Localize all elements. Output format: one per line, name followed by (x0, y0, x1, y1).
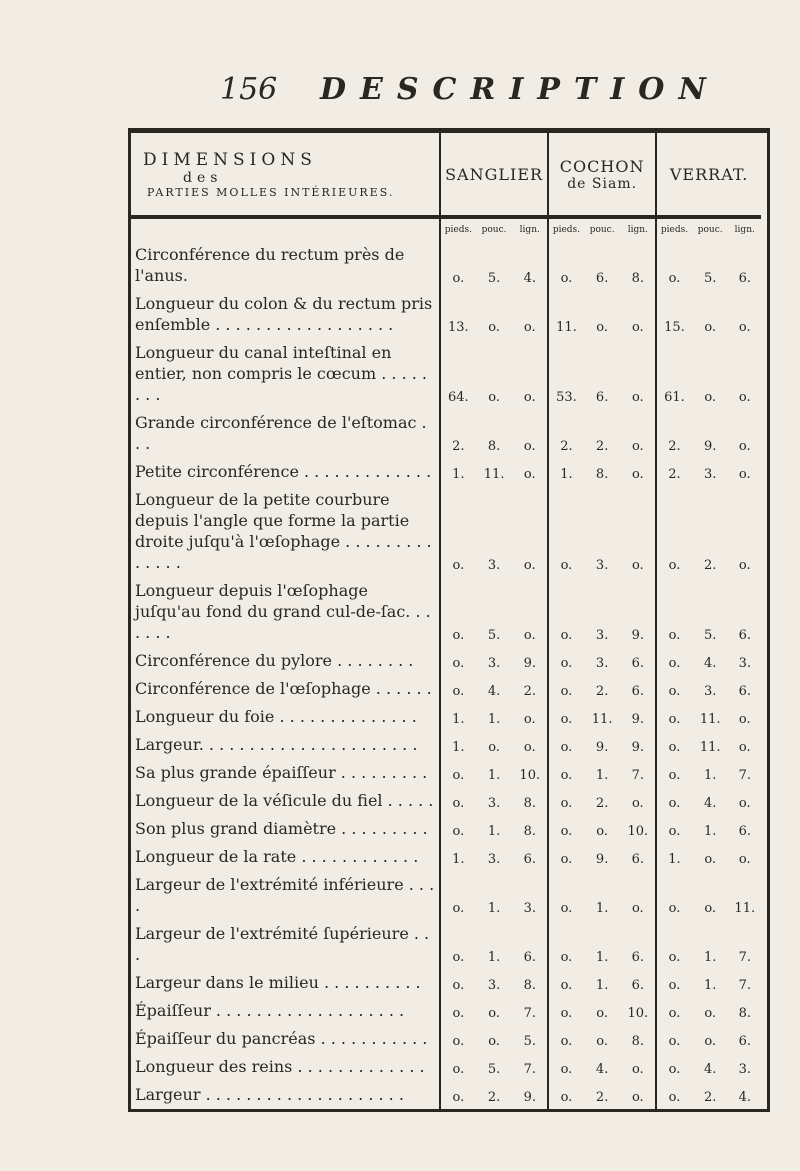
measurement-cell: o. (668, 628, 681, 643)
measurement-cell: 6. (738, 1034, 751, 1049)
column-header-sanglier (440, 133, 548, 217)
measurement-cell: o. (560, 1034, 573, 1049)
measurement-cell: o. (488, 390, 500, 405)
measurement-cell: o. (560, 901, 573, 916)
measurement-cell: 2. (487, 1090, 501, 1105)
measurement-cell: o. (512, 731, 548, 759)
measurement-cell: 1. (452, 467, 465, 482)
row-label: Grande circonférence de l'eſtomac . . . (131, 409, 440, 458)
measurement-cell: o. (621, 458, 657, 486)
measurement-cell: o. (596, 1006, 608, 1021)
measurement-cell: 3. (595, 656, 609, 671)
measurement-cell: 6. (621, 675, 657, 703)
measurement-cell: 2. (595, 684, 609, 699)
page-number: 156 (220, 72, 278, 107)
row-label: Largeur de l'extrémité ſupérieure . . . (131, 920, 440, 969)
column-header-cochon (548, 133, 656, 217)
measurement-cell: o. (738, 740, 751, 755)
measurement-cell: 3. (487, 558, 501, 573)
measurement-cell: 11. (483, 467, 505, 482)
measurement-cell: 2. (595, 439, 609, 454)
measurement-cell: 6. (738, 684, 751, 699)
measurement-cell: 3. (703, 684, 717, 699)
row-label: Son plus grand diamètre . . . . . . . . . (131, 815, 440, 843)
measurement-cell: 3. (703, 467, 717, 482)
measurement-cell: 3. (487, 796, 501, 811)
measurement-cell: 1. (703, 768, 717, 783)
measurement-cell: 1. (703, 978, 717, 993)
measurement-cell: o. (512, 290, 548, 339)
row-label: Largeur . . . . . . . . . . . . . . . . . . . . (131, 1081, 440, 1109)
measurement-cell: 5. (703, 271, 717, 286)
measurement-cell: 6. (621, 647, 657, 675)
row-label: Longueur de la petite courbure depuis l'angle que forme la partie droite juſqu'à l'œſophage . . . . . . . . . . . . . . (131, 486, 440, 577)
unit-label: pieds. (660, 225, 689, 235)
unit-label: pouc. (697, 225, 723, 235)
unit-label: pouc. (481, 225, 507, 235)
measurement-cell: 6. (512, 920, 548, 969)
measurement-cell: o. (704, 390, 717, 405)
table-row (131, 290, 761, 339)
measurement-cell: 3. (738, 1062, 751, 1077)
measurement-cell: 15. (664, 320, 685, 335)
measurement-cell: o. (704, 901, 717, 916)
measurement-cell: o. (560, 628, 573, 643)
measurement-cell: 9. (595, 740, 609, 755)
measurement-cell: o. (738, 320, 751, 335)
table-title-cell (131, 133, 440, 217)
column-header-label: COCHON (559, 156, 645, 176)
measurement-cell: 7. (621, 759, 657, 787)
measurement-cell: o. (704, 1006, 717, 1021)
table-subtitle: PARTIES MOLLES INTÉRIEURES. (147, 185, 395, 199)
measurement-cell: 2. (595, 796, 609, 811)
measurement-cell: o. (560, 852, 573, 867)
measurement-cell: 5. (487, 628, 501, 643)
unit-label: pieds. (444, 225, 472, 235)
measurement-cell: o. (621, 339, 657, 409)
measurement-cell: 6. (621, 920, 657, 969)
row-label: Largeur dans le milieu . . . . . . . . . . (131, 969, 440, 997)
measurement-cell: o. (512, 703, 548, 731)
measurement-cell: o. (668, 656, 681, 671)
measurement-cell: 1. (487, 824, 501, 839)
measurement-cell: 9. (621, 703, 657, 731)
measurement-cell: o. (621, 486, 657, 577)
measurement-cell: o. (668, 1062, 681, 1077)
measurement-cell: 1. (452, 740, 465, 755)
measurement-cell: o. (512, 486, 548, 577)
measurement-cell: o. (560, 1062, 573, 1077)
measurement-cell: 6. (738, 271, 751, 286)
measurement-cell: 1. (703, 824, 717, 839)
measurement-cell: o. (560, 656, 573, 671)
measurement-cell: o. (621, 1081, 657, 1109)
table-row (131, 871, 761, 920)
table-row (131, 409, 761, 458)
measurement-cell: 61. (664, 390, 685, 405)
measurement-cell: 1. (703, 950, 717, 965)
measurement-cell: 10. (621, 815, 657, 843)
measurement-cell: 5. (512, 1025, 548, 1053)
measurement-cell: o. (596, 824, 608, 839)
measurement-cell: o. (738, 712, 751, 727)
measurement-cell: o. (560, 712, 573, 727)
row-label: Sa plus grande épaiſſeur . . . . . . . . . (131, 759, 440, 787)
measurement-cell: o. (668, 684, 681, 699)
table-row (131, 486, 761, 577)
measurement-cell: o. (488, 320, 500, 335)
measurement-cell: 2. (512, 675, 548, 703)
measurement-cell: 11. (699, 712, 721, 727)
measurement-cell: 2. (668, 467, 681, 482)
measurement-cell: o. (452, 558, 465, 573)
table-row (131, 241, 761, 290)
measurement-cell: o. (668, 271, 681, 286)
column-header-label: VERRAT. (669, 164, 749, 184)
measurement-cell: o. (452, 271, 465, 286)
measurement-cell: o. (452, 1062, 465, 1077)
measurement-cell: 6. (621, 843, 657, 871)
measurement-cell: 8. (512, 969, 548, 997)
measurement-cell: 2. (452, 439, 465, 454)
measurement-cell: 6. (738, 628, 751, 643)
measurement-cell: 53. (556, 390, 577, 405)
measurement-cell: 6. (738, 824, 751, 839)
measurement-cell: 2. (560, 439, 573, 454)
unit-label: lign. (512, 217, 548, 241)
measurement-cell: o. (668, 740, 681, 755)
measurement-cell: o. (560, 950, 573, 965)
measurement-cell: o. (452, 1006, 465, 1021)
table-row (131, 920, 761, 969)
measurement-cell: o. (560, 1090, 573, 1105)
measurement-cell: 11. (556, 320, 577, 335)
measurement-cell: o. (668, 1034, 681, 1049)
measurement-cell: 11. (591, 712, 613, 727)
measurement-cell: o. (704, 1034, 717, 1049)
measurement-cell: o. (452, 628, 465, 643)
measurement-cell: o. (452, 684, 465, 699)
page-header (0, 72, 800, 112)
measurement-cell: o. (560, 768, 573, 783)
measurement-cell: 9. (512, 1081, 548, 1109)
measurement-cell: o. (452, 950, 465, 965)
row-label: Longueur du canal inteſtinal en entier, non compris le cœcum . . . . . . . . (131, 339, 440, 409)
measurement-cell: o. (621, 1053, 657, 1081)
measurement-cell: 7. (738, 978, 751, 993)
table-row (131, 675, 761, 703)
units-row (131, 217, 761, 241)
row-label: Longueur de la véſicule du fiel . . . . . (131, 787, 440, 815)
measurement-cell: 6. (595, 271, 609, 286)
measurement-cell: o. (488, 1034, 500, 1049)
measurement-cell: 8. (595, 467, 609, 482)
measurement-cell: 1. (595, 901, 609, 916)
measurement-cell: 11. (734, 901, 756, 916)
row-label: Circonférence de l'œſophage . . . . . . (131, 675, 440, 703)
measurement-cell: 4. (703, 1062, 717, 1077)
column-header-label: SANGLIER (445, 164, 544, 184)
measurement-cell: 1. (595, 978, 609, 993)
measurement-cell: 3. (512, 871, 548, 920)
measurement-cell: 1. (560, 467, 573, 482)
measurement-cell: o. (452, 978, 465, 993)
measurement-cell: o. (738, 558, 751, 573)
row-label: Longueur de la rate . . . . . . . . . . . . (131, 843, 440, 871)
table-row (131, 759, 761, 787)
measurement-cell: 7. (738, 950, 751, 965)
measurement-cell: o. (452, 824, 465, 839)
table-row (131, 458, 761, 486)
measurement-cell: o. (621, 409, 657, 458)
measurement-cell: o. (560, 684, 573, 699)
measurement-cell: 6. (621, 969, 657, 997)
table-row (131, 647, 761, 675)
measurement-cell: 10. (512, 759, 548, 787)
table-row (131, 1081, 761, 1109)
measurement-cell: o. (512, 409, 548, 458)
table-row (131, 815, 761, 843)
running-title: DESCRIPTION (320, 72, 720, 107)
measurement-cell: o. (738, 852, 751, 867)
measurement-cell: o. (452, 1034, 465, 1049)
measurement-cell: 5. (487, 1062, 501, 1077)
measurement-cell: o. (668, 1006, 681, 1021)
row-label: Épaiſſeur . . . . . . . . . . . . . . . . . . . (131, 997, 440, 1025)
measurement-cell: o. (512, 458, 548, 486)
measurement-cell: 1. (487, 950, 501, 965)
measurement-cell: 3. (738, 656, 751, 671)
measurement-cell: o. (704, 320, 717, 335)
measurement-cell: o. (596, 1034, 608, 1049)
table-row (131, 1025, 761, 1053)
measurement-cell: 1. (487, 901, 501, 916)
row-label: Circonférence du rectum près de l'anus. (131, 241, 440, 290)
units-label-cell (131, 217, 440, 241)
measurement-cell: 64. (448, 390, 469, 405)
measurement-cell: o. (560, 796, 573, 811)
measurement-cell: o. (488, 740, 500, 755)
measurement-cell: 2. (668, 439, 681, 454)
measurement-cell: 8. (621, 241, 657, 290)
row-label: Épaiſſeur du pancréas . . . . . . . . . . . (131, 1025, 440, 1053)
measurement-cell: o. (488, 1006, 500, 1021)
measurement-cell: o. (560, 978, 573, 993)
measurement-cell: 4. (512, 241, 548, 290)
table-header-row (131, 133, 761, 217)
dimensions-table-frame (128, 128, 770, 1112)
measurement-cell: 4. (738, 1090, 751, 1105)
measurement-cell: 8. (512, 787, 548, 815)
measurement-cell: 1. (595, 768, 609, 783)
unit-label: lign. (621, 217, 657, 241)
measurement-cell: o. (560, 824, 573, 839)
measurement-cell: 6. (595, 390, 609, 405)
measurement-cell: o. (668, 712, 681, 727)
measurement-cell: 9. (595, 852, 609, 867)
measurement-cell: 3. (487, 656, 501, 671)
measurement-cell: 4. (703, 656, 717, 671)
measurement-cell: o. (668, 978, 681, 993)
measurement-cell: 1. (452, 712, 465, 727)
row-label: Petite circonférence . . . . . . . . . . . . . (131, 458, 440, 486)
table-row (131, 969, 761, 997)
measurement-cell: 2. (703, 1090, 717, 1105)
row-label: Largeur. . . . . . . . . . . . . . . . . . . . . . (131, 731, 440, 759)
measurement-cell: o. (596, 320, 608, 335)
row-label: Circonférence du pylore . . . . . . . . (131, 647, 440, 675)
measurement-cell: o. (668, 558, 681, 573)
measurement-cell: o. (621, 787, 657, 815)
column-header-verrat (656, 133, 761, 217)
measurement-cell: 13. (448, 320, 469, 335)
measurement-cell: o. (668, 950, 681, 965)
measurement-cell: 7. (738, 768, 751, 783)
measurement-cell: 9. (512, 647, 548, 675)
table-row (131, 843, 761, 871)
measurement-cell: o. (512, 577, 548, 647)
measurement-cell: o. (560, 1006, 573, 1021)
measurement-cell: o. (668, 824, 681, 839)
measurement-cell: 10. (621, 997, 657, 1025)
measurement-cell: 11. (699, 740, 721, 755)
unit-label: lign. (734, 225, 755, 235)
measurement-cell: 2. (595, 1090, 609, 1105)
table-row (131, 577, 761, 647)
measurement-cell: 7. (512, 1053, 548, 1081)
measurement-cell: o. (668, 768, 681, 783)
measurement-cell: o. (668, 796, 681, 811)
measurement-cell: 4. (703, 796, 717, 811)
measurement-cell: 1. (487, 712, 501, 727)
measurement-cell: 9. (621, 731, 657, 759)
dimensions-table (131, 133, 761, 1109)
measurement-cell: o. (738, 439, 751, 454)
measurement-cell: 5. (487, 271, 501, 286)
measurement-cell: 7. (512, 997, 548, 1025)
measurement-cell: o. (560, 271, 573, 286)
measurement-cell: 8. (487, 439, 501, 454)
measurement-cell: 5. (703, 628, 717, 643)
measurement-cell: o. (738, 796, 751, 811)
table-title-des: des (183, 169, 223, 186)
measurement-cell: o. (452, 768, 465, 783)
measurement-cell: o. (621, 290, 657, 339)
table-row (131, 997, 761, 1025)
measurement-cell: 1. (487, 768, 501, 783)
measurement-cell: 3. (595, 628, 609, 643)
measurement-cell: o. (738, 467, 751, 482)
measurement-cell: 3. (487, 852, 501, 867)
row-label: Longueur depuis l'œſophage juſqu'au fond du grand cul-de-ſac. . . . . . . (131, 577, 440, 647)
measurement-cell: 3. (487, 978, 501, 993)
row-label: Longueur du foie . . . . . . . . . . . . . . (131, 703, 440, 731)
measurement-cell: 6. (512, 843, 548, 871)
measurement-cell: o. (621, 871, 657, 920)
table-row (131, 731, 761, 759)
measurement-cell: o. (560, 740, 573, 755)
measurement-cell: o. (704, 852, 717, 867)
measurement-cell: 9. (703, 439, 717, 454)
measurement-cell: 1. (668, 852, 681, 867)
measurement-cell: o. (452, 1090, 465, 1105)
table-row (131, 787, 761, 815)
measurement-cell: 8. (621, 1025, 657, 1053)
row-label: Longueur du colon & du rectum pris enſemble . . . . . . . . . . . . . . . . . . (131, 290, 440, 339)
measurement-cell: 8. (512, 815, 548, 843)
measurement-cell: 1. (452, 852, 465, 867)
table-title: DIMENSIONS (143, 149, 317, 170)
measurement-cell: o. (452, 656, 465, 671)
measurement-cell: 2. (703, 558, 717, 573)
measurement-cell: o. (668, 1090, 681, 1105)
measurement-cell: o. (738, 390, 751, 405)
measurement-cell: o. (560, 558, 573, 573)
measurement-cell: 4. (487, 684, 501, 699)
measurement-cell: 9. (621, 577, 657, 647)
unit-label: pieds. (552, 225, 581, 235)
measurement-cell: o. (512, 339, 548, 409)
table-row (131, 1053, 761, 1081)
measurement-cell: o. (668, 901, 681, 916)
row-label: Longueur des reins . . . . . . . . . . . . . (131, 1053, 440, 1081)
measurement-cell: 4. (595, 1062, 609, 1077)
row-label: Largeur de l'extrémité inférieure . . . . (131, 871, 440, 920)
measurement-cell: 1. (595, 950, 609, 965)
measurement-cell: o. (452, 796, 465, 811)
measurement-cell: o. (452, 901, 465, 916)
measurement-cell: 3. (595, 558, 609, 573)
unit-label: pouc. (589, 225, 615, 235)
column-header-sublabel: de Siam. (567, 175, 638, 192)
table-row (131, 339, 761, 409)
table-row (131, 703, 761, 731)
measurement-cell: 8. (738, 1006, 751, 1021)
